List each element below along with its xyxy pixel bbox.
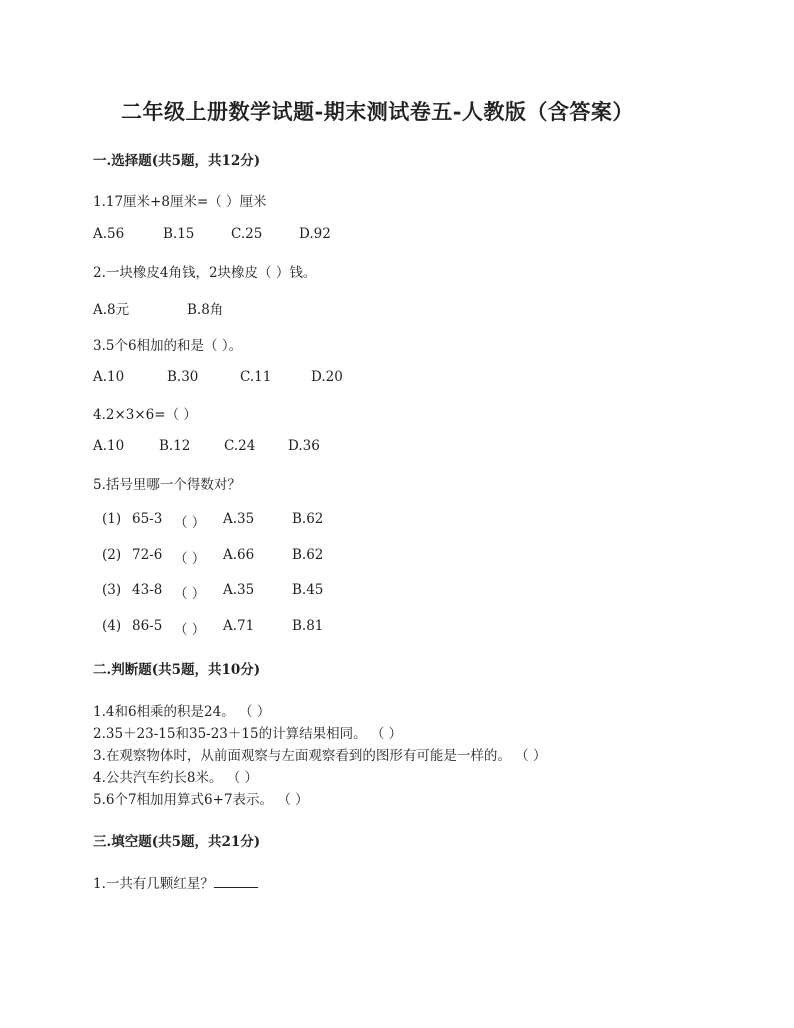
q5-sub-expr: 86-5	[132, 618, 163, 634]
q5-sub-option-a: A.35	[223, 582, 255, 598]
q5-sub-num: (1)	[102, 511, 122, 527]
q5-sub-expr: 43-8	[132, 582, 163, 598]
judge-item-5: 5.6个7相加用算式6+7表示。 （ ）	[93, 792, 309, 808]
q2-option-b: B.8角	[187, 302, 224, 318]
q5-sub-num: (4)	[102, 618, 122, 634]
q4-option-c: C.24	[224, 438, 256, 454]
question-2: 2.一块橡皮4角钱，2块橡皮（ ）钱。	[93, 265, 317, 281]
question-1: 1.17厘米+8厘米=（ ）厘米	[93, 194, 267, 210]
q1-option-b: B.15	[163, 226, 195, 242]
q5-sub-option-a: A.71	[223, 618, 255, 634]
judge-item-2: 2.35＋23-15和35-23＋15的计算结果相同。 （ ）	[93, 726, 403, 742]
q5-sub-num: (3)	[102, 582, 122, 598]
q5-sub-num: (2)	[102, 547, 122, 563]
q1-option-a: A.56	[93, 226, 125, 242]
q1-option-c: C.25	[231, 226, 263, 242]
judge-item-4: 4.公共汽车约长8米。 （ ）	[93, 770, 259, 786]
judge-item-3: 3.在观察物体时，从前面观察与左面观察看到的图形有可能是一样的。 （ ）	[93, 748, 547, 764]
q4-option-a: A.10	[93, 438, 125, 454]
q3-option-c: C.11	[240, 369, 272, 385]
q1-option-d: D.92	[299, 226, 331, 242]
judge-item-1: 1.4和6相乘的积是24。 （ ）	[93, 704, 271, 720]
q5-sub-expr: 65-3	[132, 511, 163, 527]
q5-sub-option-a: A.35	[223, 511, 255, 527]
q4-option-b: B.12	[159, 438, 191, 454]
q3-option-a: A.10	[93, 369, 125, 385]
q5-sub-paren: （ ）	[174, 515, 206, 531]
question-3: 3.5个6相加的和是（ ）。	[93, 338, 243, 354]
question-5: 5.括号里哪一个得数对？	[93, 477, 241, 493]
q3-option-b: B.30	[167, 369, 199, 385]
q5-sub-option-b: B.81	[292, 618, 324, 634]
q4-option-d: D.36	[288, 438, 320, 454]
section-heading-judge: 二.判断题(共5题，共10分)	[93, 662, 261, 678]
section-heading-fill: 三.填空题(共5题，共21分)	[93, 834, 261, 850]
page-title: 二年级上册数学试题-期末测试卷五-人教版（含答案）	[121, 99, 634, 124]
section-heading-choice: 一.选择题(共5题，共12分)	[93, 153, 261, 169]
q5-sub-option-b: B.45	[292, 582, 324, 598]
fill-item-1-text: 1.一共有几颗红星？	[93, 876, 214, 892]
q5-sub-paren: （ ）	[174, 551, 206, 567]
q5-sub-paren: （ ）	[174, 622, 206, 638]
q5-sub-option-b: B.62	[292, 547, 324, 563]
q3-option-d: D.20	[311, 369, 343, 385]
answer-blank[interactable]	[214, 873, 258, 888]
q5-sub-expr: 72-6	[132, 547, 163, 563]
question-4: 4.2×3×6=（ ）	[93, 407, 197, 423]
q5-sub-option-a: A.66	[223, 547, 255, 563]
q2-option-a: A.8元	[93, 302, 130, 318]
q5-sub-paren: （ ）	[174, 586, 206, 602]
q5-sub-option-b: B.62	[292, 511, 324, 527]
fill-item-1	[93, 872, 258, 892]
